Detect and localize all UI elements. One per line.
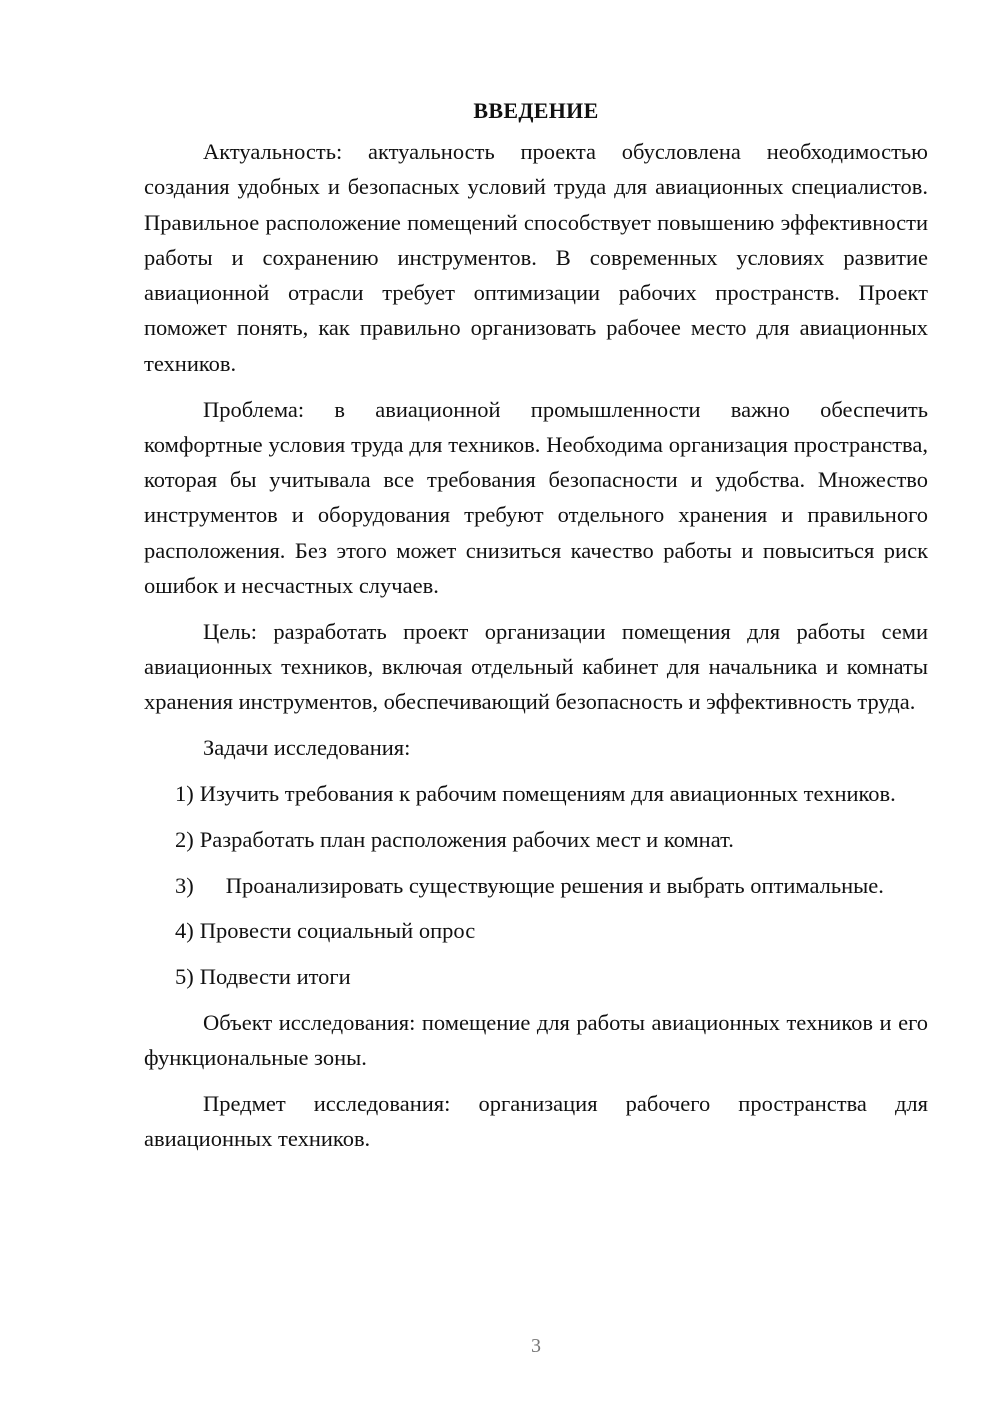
task-text: Подвести итоги <box>199 964 351 990</box>
task-number: 3) <box>175 872 194 898</box>
task-number: 2) <box>175 826 194 852</box>
section-title: ВВЕДЕНИЕ <box>473 98 599 123</box>
task-item-1 <box>144 776 928 811</box>
paragraph-subject: Предмет исследования: организация рабочего пространства для авиационных техников. <box>144 1091 928 1152</box>
task-text: Разработать план расположения рабочих мест и комнат. <box>199 826 734 852</box>
task-number: 1) <box>175 781 194 807</box>
task-number: 5) <box>175 964 194 990</box>
paragraph-goal: Цель: разработать проект организации помещения для работы семи авиационных техников, включая отдельный кабинет для начальника и комнаты хранения инструментов, обеспечивающий безопасность и эффективность труда. <box>144 618 928 715</box>
paragraph-object: Объект исследования: помещение для работы авиационных техников и его функциональные зоны. <box>144 1010 928 1071</box>
tasks-list <box>144 776 928 994</box>
task-text: Изучить требования к рабочим помещениям для авиационных техников. <box>199 781 896 807</box>
paragraph-problem: Проблема: в авиационной промышленности важно обеспечить комфортные условия труда для техников. Необходима организация пространства, которая бы учитывала все требования безопасности и удобства. Множество инструментов и оборудования требуют отдельного хранения и правильного расположения. Без этого может снизиться качество работы и повыситься риск ошибок и несчастных случаев. <box>144 396 928 599</box>
task-number: 4) <box>175 918 194 944</box>
task-item-5 <box>144 959 928 994</box>
task-item-2 <box>144 822 928 857</box>
task-item-4 <box>144 913 928 948</box>
task-item-3 <box>144 868 928 903</box>
task-text: Проанализировать существующие решения и выбрать оптимальные. <box>225 872 884 898</box>
page-content <box>144 96 928 1167</box>
tasks-heading: Задачи исследования: <box>203 735 411 761</box>
paragraph-relevance: Актуальность: актуальность проекта обусловлена необходимостью создания удобных и безопасных условий труда для авиационных специалистов. Правильное расположение помещений способствует повышению эффективности работы и сохранению инструментов. В современных условиях развитие авиационной отрасли требует оптимизации рабочих пространств. Проект поможет понять, как правильно организовать рабочее место для авиационных техников. <box>144 139 928 376</box>
page-number: 3 <box>531 1335 541 1357</box>
task-text: Провести социальный опрос <box>199 918 476 944</box>
